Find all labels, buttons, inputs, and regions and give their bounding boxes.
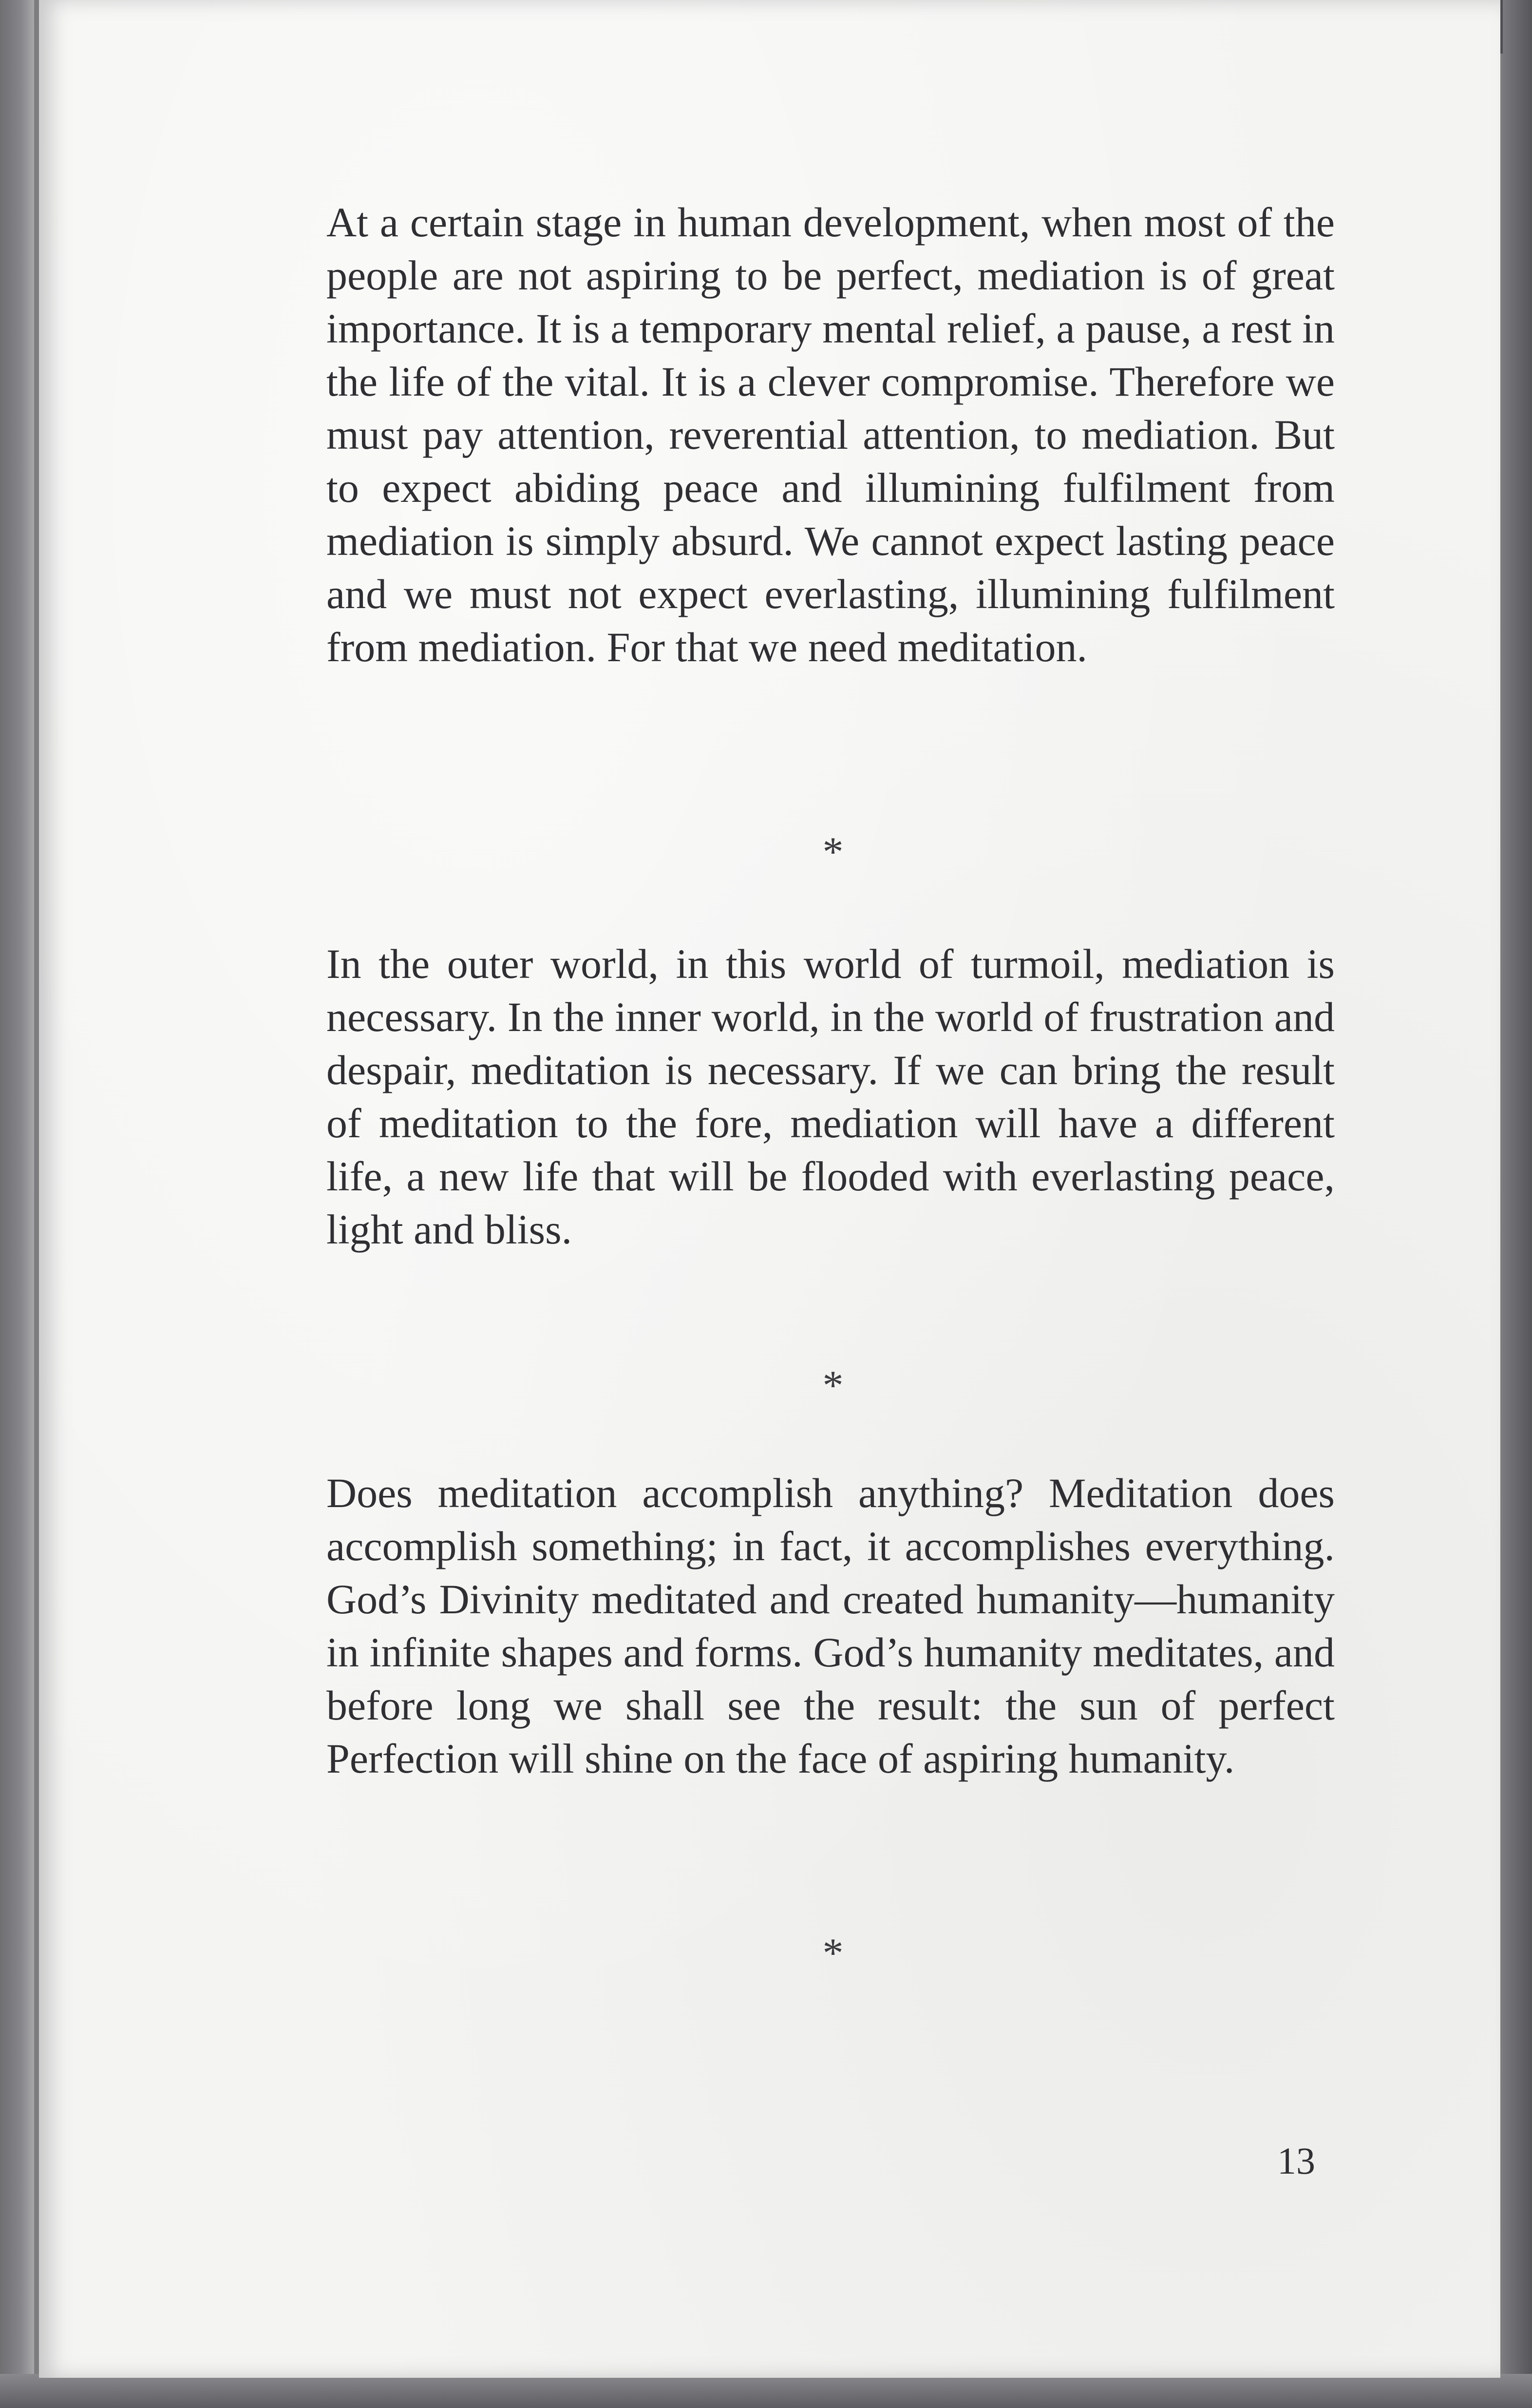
section-separator-1: * xyxy=(822,828,844,875)
paragraph-1: At a certain stage in human development, when most of the people are not aspiring to be perfect, mediation is of great importance. It is a temporary mental relief, a pause, a rest in the life of the vital. It is a clever compromise. Therefore we must pay attention, reverential attention, to mediation. But to expect abiding peace and illumining fulfilment from mediation is simply absurd. We cannot expect lasting peace and we must not expect everlasting, illumining fulfilment from mediation. For that we need meditation. xyxy=(326,199,1335,670)
section-separator-2: * xyxy=(822,1362,844,1409)
scan-edge-bottom xyxy=(0,2374,1532,2408)
page-number: 13 xyxy=(1277,2140,1315,2182)
section-separator-3: * xyxy=(822,1930,844,1976)
paragraph-3: Does meditation accomplish anything? Meditation does accomplish something; in fact, it accomplishes everything. God’s Divinity meditated and created humanity—humanity in infinite shapes and forms. God’s humanity meditates, and before long we shall see the result: the sun of perfect Perfection will shine on the face of aspiring humanity. xyxy=(326,1470,1335,1782)
scan-edge-left xyxy=(0,0,34,2408)
scan-edge-right xyxy=(1503,0,1532,2408)
paragraph-2: In the outer world, in this world of turmoil, mediation is necessary. In the inner world, in the world of frustration and despair, meditation is necessary. If we can bring the result of meditation to the fore, mediation will have a different life, a new life that will be flooded with everlasting peace, light and bliss. xyxy=(326,940,1335,1253)
book-page xyxy=(39,0,1500,2378)
